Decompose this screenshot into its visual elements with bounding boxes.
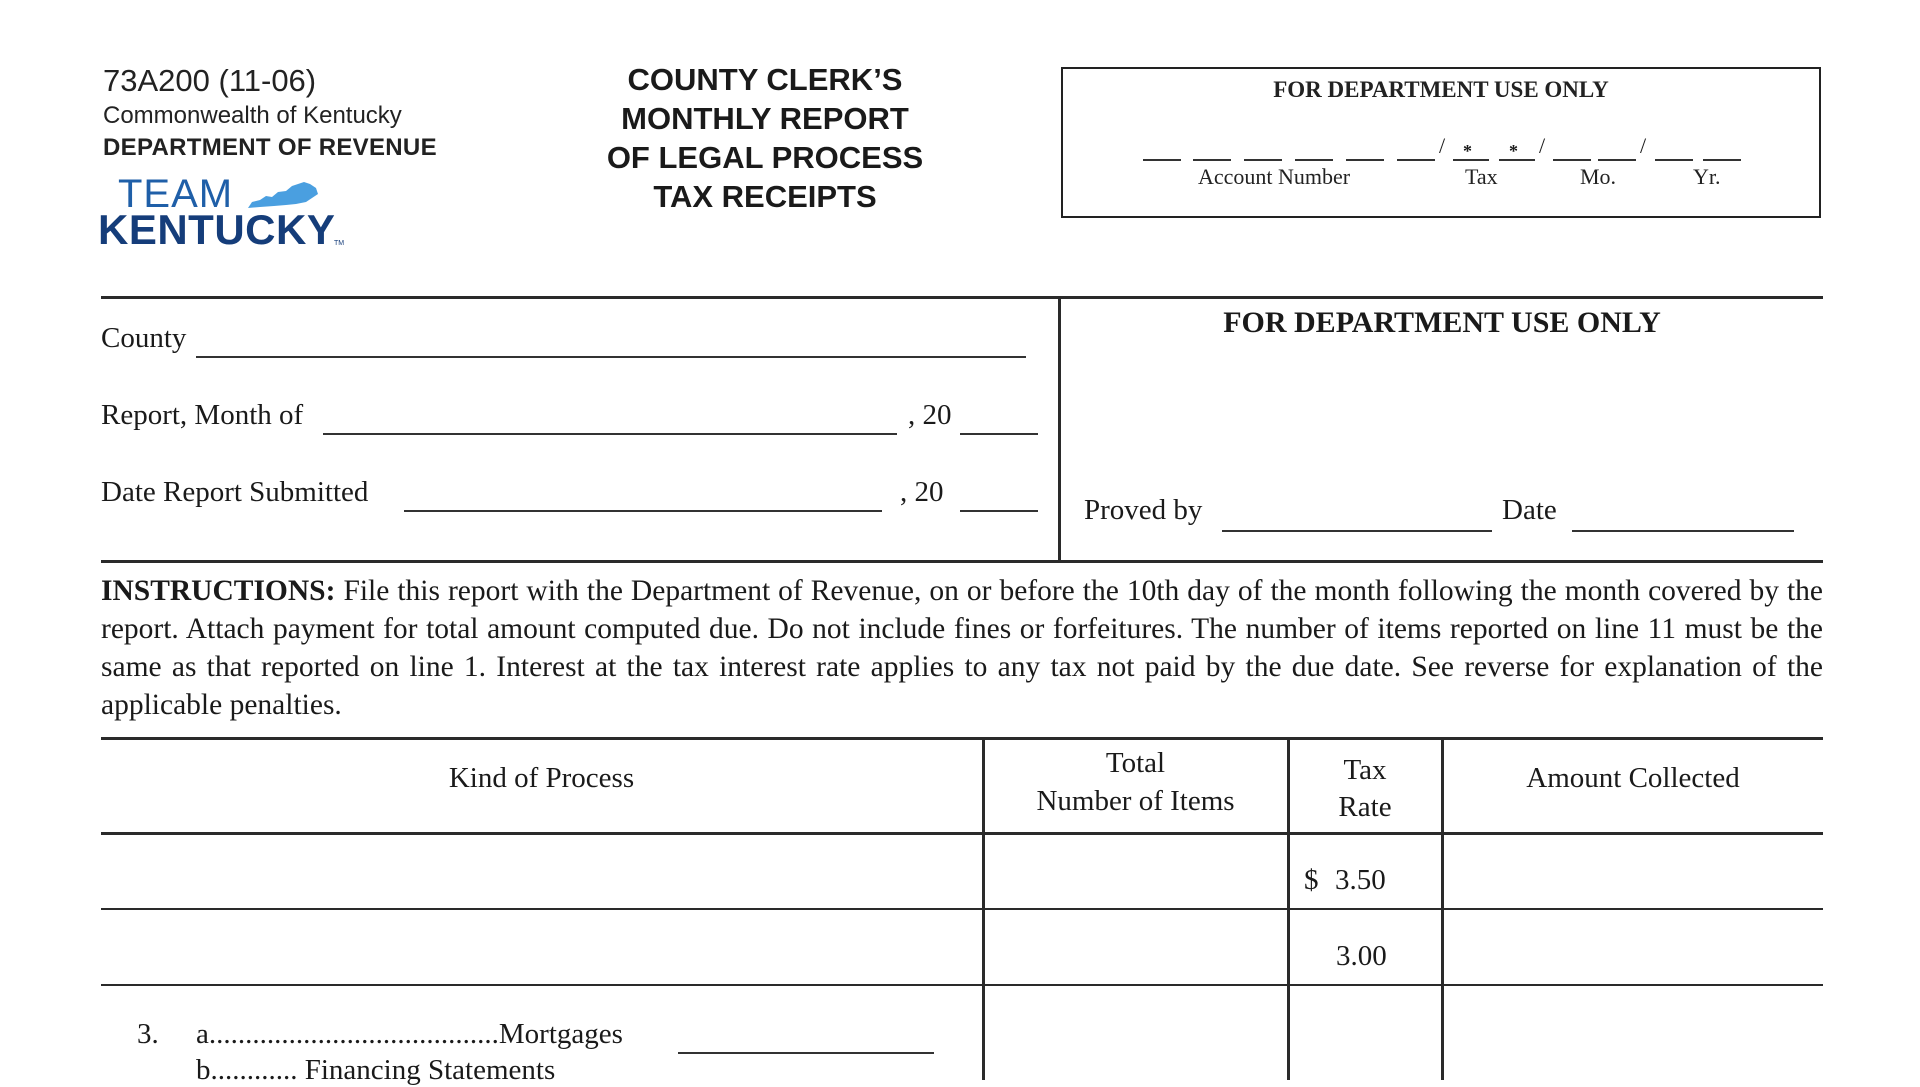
report-title [585, 60, 945, 216]
amount-collected-cell[interactable] [1443, 835, 1823, 908]
team-kentucky-logo [98, 172, 358, 252]
instructions-heading: INSTRUCTIONS: [101, 575, 336, 607]
month-label: Mo. [1580, 164, 1617, 189]
table-row1-rule [101, 908, 1823, 910]
title-line-4: TAX RECEIPTS [653, 179, 877, 214]
sub-b-prefix: b. [196, 1054, 218, 1086]
sub-b-label: Financing Statements [304, 1054, 556, 1086]
sub-a-leader: ....................................... [216, 1018, 499, 1050]
account-number-label: Account Number [1198, 164, 1351, 189]
sub-a-prefix: a. [196, 1018, 217, 1050]
header-tax-rate: Tax Rate [1338, 754, 1392, 823]
proved-by-label: Proved by [1084, 494, 1203, 526]
title-line-2: MONTHLY REPORT [621, 101, 909, 136]
report-year-prefix: , 20 [908, 399, 952, 431]
row-number: 3. [137, 1018, 159, 1050]
header-total-items: Total Number of Items [1036, 747, 1235, 817]
dept-date-label: Date [1502, 494, 1557, 526]
county-label: County [101, 322, 187, 354]
dept-date-field[interactable] [1572, 530, 1794, 532]
rate-value: 3.50 [1335, 864, 1386, 896]
total-items-cell[interactable] [984, 911, 1287, 984]
department-label: DEPARTMENT OF REVENUE [103, 134, 437, 161]
year-label: Yr. [1693, 164, 1721, 189]
commonwealth-label: Commonwealth of Kentucky [103, 102, 402, 129]
table-top-rule [101, 737, 1823, 740]
tax-label: Tax [1465, 164, 1498, 189]
report-month-label: Report, Month of [101, 399, 304, 431]
dept-use-title: FOR DEPARTMENT USE ONLY [1223, 306, 1661, 339]
table-row2-rule [101, 984, 1823, 986]
title-line-3: OF LEGAL PROCESS [606, 140, 924, 175]
date-submitted-field[interactable] [404, 510, 882, 512]
header-kind-of-process: Kind of Process [448, 762, 635, 794]
section-top-rule [101, 296, 1823, 299]
department-use-box: FOR DEPARTMENT USE ONLY / * * / / Account Number Tax Mo. Yr. [1061, 67, 1821, 218]
section-divider [1058, 296, 1061, 562]
rate-dollar: $ [1304, 864, 1319, 896]
instructions [101, 572, 1823, 724]
logo-tm: TM [334, 240, 345, 247]
form-number: 73A200 (11-06) [103, 63, 317, 98]
tax-marker-1: * [1463, 141, 1472, 161]
total-items-cell[interactable] [984, 835, 1287, 908]
logo-kentucky-text: KENTUCKY [98, 206, 336, 253]
table-row [196, 1054, 555, 1087]
report-year-field[interactable] [960, 433, 1038, 435]
logo-team-text: TEAM [118, 172, 234, 216]
sub-a-label: Mortgages [498, 1018, 623, 1050]
submitted-year-field[interactable] [960, 510, 1038, 512]
proved-by-field[interactable] [1222, 530, 1492, 532]
amount-collected-cell[interactable] [1443, 911, 1823, 984]
dept-box-title: FOR DEPARTMENT USE ONLY [1273, 77, 1609, 102]
section-bottom-rule [101, 560, 1823, 563]
tax-marker-2: * [1509, 141, 1518, 161]
county-field[interactable] [196, 356, 1026, 358]
rate-value: 3.00 [1336, 940, 1387, 972]
header-amount-collected: Amount Collected [1526, 762, 1740, 794]
report-month-field[interactable] [323, 433, 897, 435]
submitted-year-prefix: , 20 [900, 476, 944, 508]
instructions-body: File this report with the Department of Revenue, on or before the 10th day of the month following the month covered by the report. Attach payment for total amount computed due. Do not include fines or forfeitures. The number of items reported on line 11 must be the same as that reported on line 1. Interest at the tax interest rate applies to any tax not paid by the due date. See reverse for explanation of the applicable penalties. [101, 575, 1824, 721]
mortgages-field[interactable] [678, 1052, 934, 1054]
sub-b-leader: ........... [217, 1054, 298, 1086]
date-submitted-label: Date Report Submitted [101, 476, 369, 508]
title-line-1: COUNTY CLERK’S [627, 62, 903, 97]
